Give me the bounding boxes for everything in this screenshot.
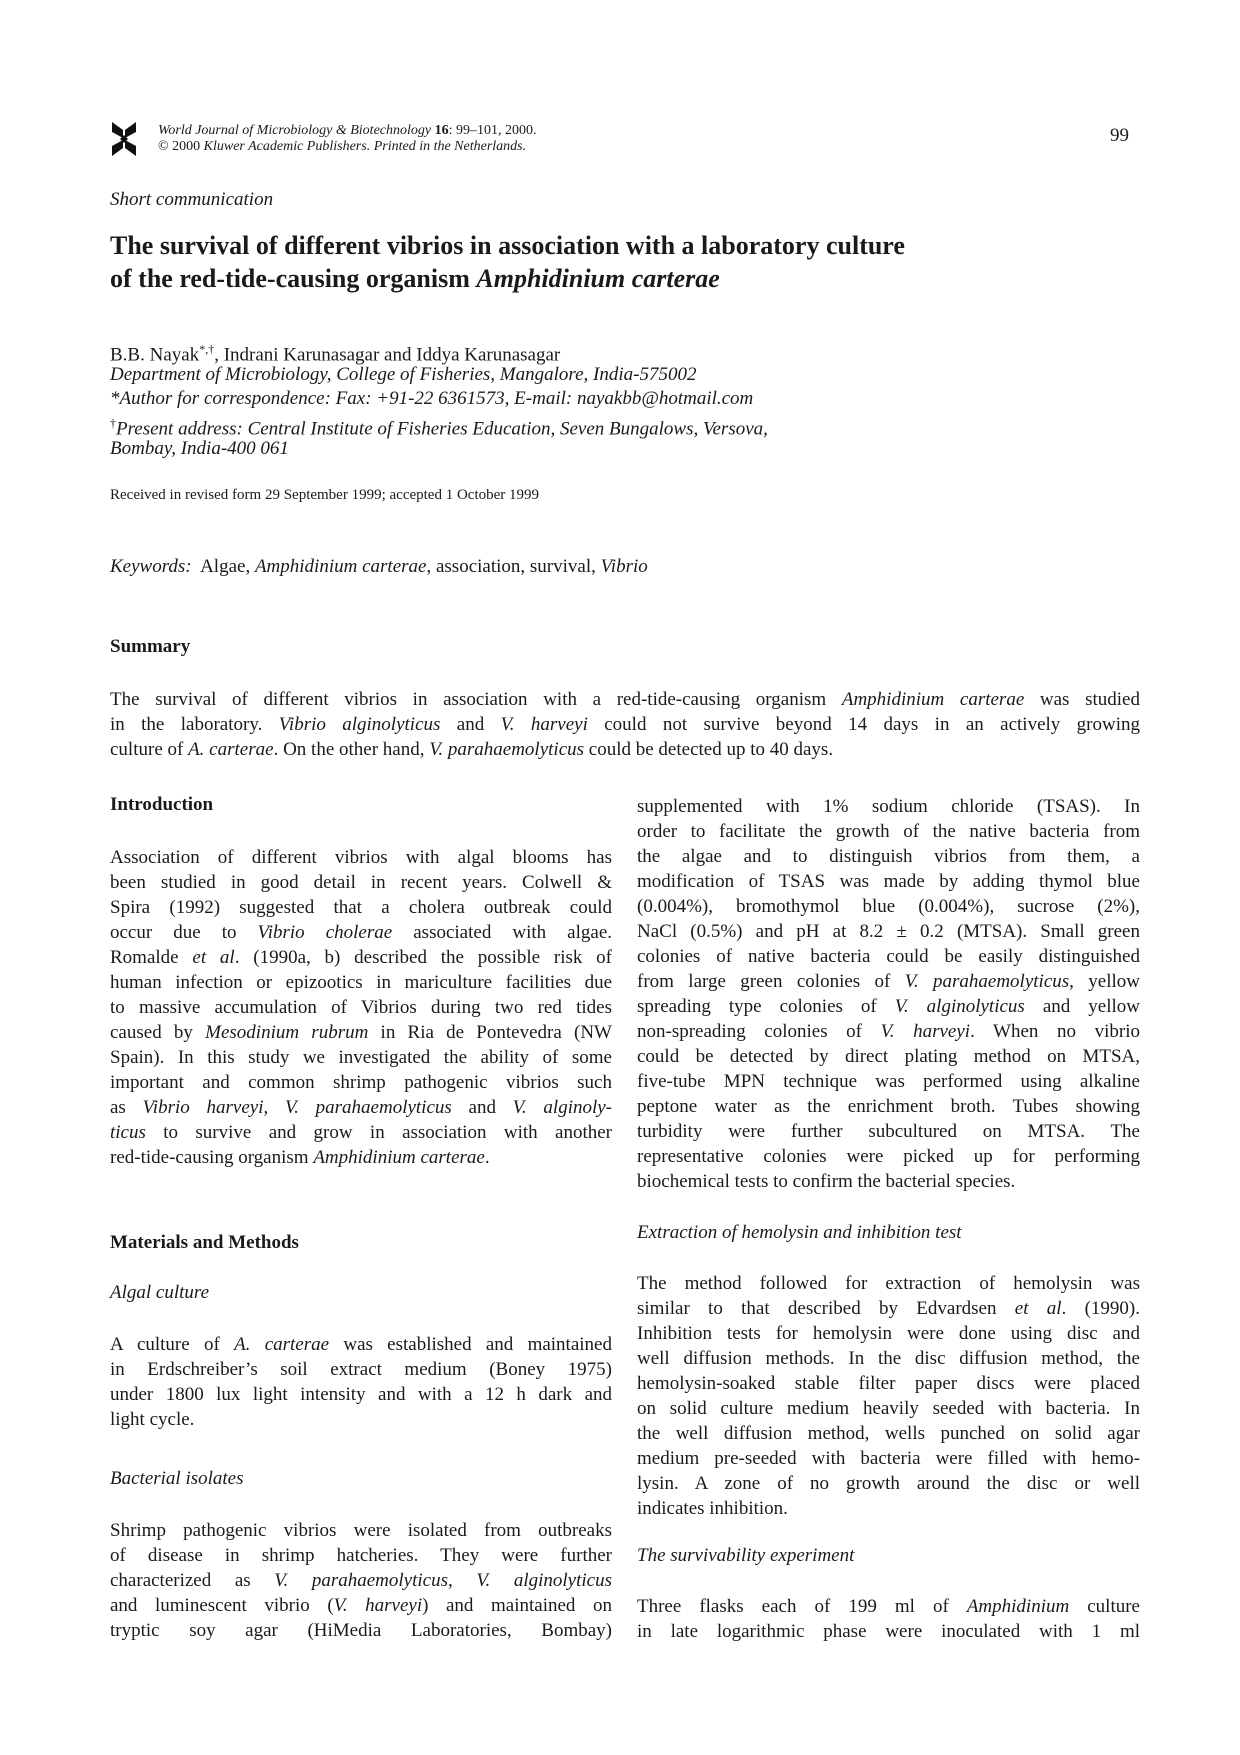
page-number: 99 xyxy=(1110,125,1129,146)
section-type: Short communication xyxy=(110,189,274,210)
authors: B.B. Nayak*,†, Indrani Karunasagar and Iddya Karunasagar xyxy=(110,342,561,366)
article-title: The survival of different vibrios in association with a laboratory culture of the red-tide-causing organism Amphidinium carterae xyxy=(110,231,905,293)
keywords: Keywords: Algae, Amphidinium carterae, association, survival, Vibrio xyxy=(110,556,648,577)
methods-heading: Materials and Methods xyxy=(110,1232,299,1253)
present-address-line2: Bombay, India-400 061 xyxy=(110,438,289,459)
affiliation: Department of Microbiology, College of Fisheries, Mangalore, India-575002 xyxy=(110,364,697,385)
survivability-heading: The survivability experiment xyxy=(637,1545,855,1566)
publisher-logo-icon xyxy=(110,120,138,158)
summary-heading: Summary xyxy=(110,636,191,657)
bacterial-isolates-text: Shrimp pathogenic vibrios were isolated from outbreaks of disease in shrimp hatcheries. They were further characterized as V. parahaemolyticus, V. alginolyticus and luminescent vibrio (V. harveyi) and maintained on tryptic soy agar (HiMedia Laboratories, Bombay) xyxy=(110,1520,612,1641)
introduction-text: Association of different vibrios with algal blooms has been studied in good detail in recent years. Colwell & Spira (1992) suggested that a cholera outbreak could occur due to Vibrio cholerae associated with algae. Romalde et al. (1990a, b) described the possible risk of human infection or epizootics in mariculture facilities due to massive accumulation of Vibrios during two red tides caused by Mesodinium rubrum in Ria de Pontevedra (NW Spain). In this study we investigated the ability of some important and common shrimp pathogenic vibrios such as Vibrio harveyi, V. parahaemolyticus and V. alginoly- ticus to survive and grow in association with another red-tide-causing organism Amphidinium carterae. xyxy=(110,847,613,1168)
algal-culture-text: A culture of A. carterae was established and maintained in Erdschreiber’s soil extract medium (Boney 1975) under 1800 lux light intensity and with a 12 h dark and light cycle. xyxy=(110,1334,612,1430)
survivability-text: Three flasks each of 199 ml of Amphidinium culture in late logarithmic phase were inoculated with 1 ml xyxy=(637,1596,1140,1642)
hemolysin-text: The method followed for extraction of hemolysin was similar to that described by Edvardsen et al. (1990). Inhibition tests for hemolysin were done using disc and well diffusion methods. In the disc diffusion method, the hemolysin-soaked stable filter paper discs were placed on solid culture medium heavily seeded with bacteria. In the well diffusion method, wells punched on solid agar medium pre-seeded with bacteria were filled with hemo- lysin. A zone of no growth around the disc or well indicates inhibition. xyxy=(637,1273,1140,1519)
introduction-heading: Introduction xyxy=(110,794,214,815)
present-address: †Present address: Central Institute of Fisheries Education, Seven Bungalows, Versova, xyxy=(110,416,768,440)
bacterial-isolates-heading: Bacterial isolates xyxy=(110,1468,244,1489)
journal-citation: World Journal of Microbiology & Biotechnology 16: 99–101, 2000. © 2000 Kluwer Academic Publishers. Printed in the Netherlands. xyxy=(158,123,537,154)
algal-culture-heading: Algal culture xyxy=(110,1282,210,1303)
summary-text: The survival of different vibrios in association with a red-tide-causing organism Amphidinium carterae was studied in the laboratory. Vibrio alginolyticus and V. harveyi could not survive beyond 14 days in an actively growing culture of A. carterae. On the other hand, V. parahaemolyticus could be detected up to 40 days. xyxy=(110,689,1140,760)
hemolysin-heading: Extraction of hemolysin and inhibition test xyxy=(637,1222,962,1243)
methods-continued-text: supplemented with 1% sodium chloride (TSAS). In order to facilitate the growth of the native bacteria from the algae and to distinguish vibrios from them, a modification of TSAS was made by adding thymol blue (0.004%), bromothymol blue (0.004%), sucrose (2%), NaCl (0.5%) and pH at 8.2 ± 0.2 (MTSA). Small green colonies of native bacteria could be easily distinguished from large green colonies of V. parahaemolyticus, yellow spreading type colonies of V. alginolyticus and yellow non-spreading colonies of V. harveyi. When no vibrio could be detected by direct plating method on MTSA, five-tube MPN technique was performed using alkaline peptone water as the enrichment broth. Tubes showing turbidity were further subcultured on MTSA. The representative colonies were picked up for performing biochemical tests to confirm the bacterial species. xyxy=(637,796,1140,1192)
correspondence: *Author for correspondence: Fax: +91-22 6361573, E-mail: nayakbb@hotmail.com xyxy=(110,388,754,409)
received-dates: Received in revised form 29 September 1999; accepted 1 October 1999 xyxy=(110,487,540,503)
